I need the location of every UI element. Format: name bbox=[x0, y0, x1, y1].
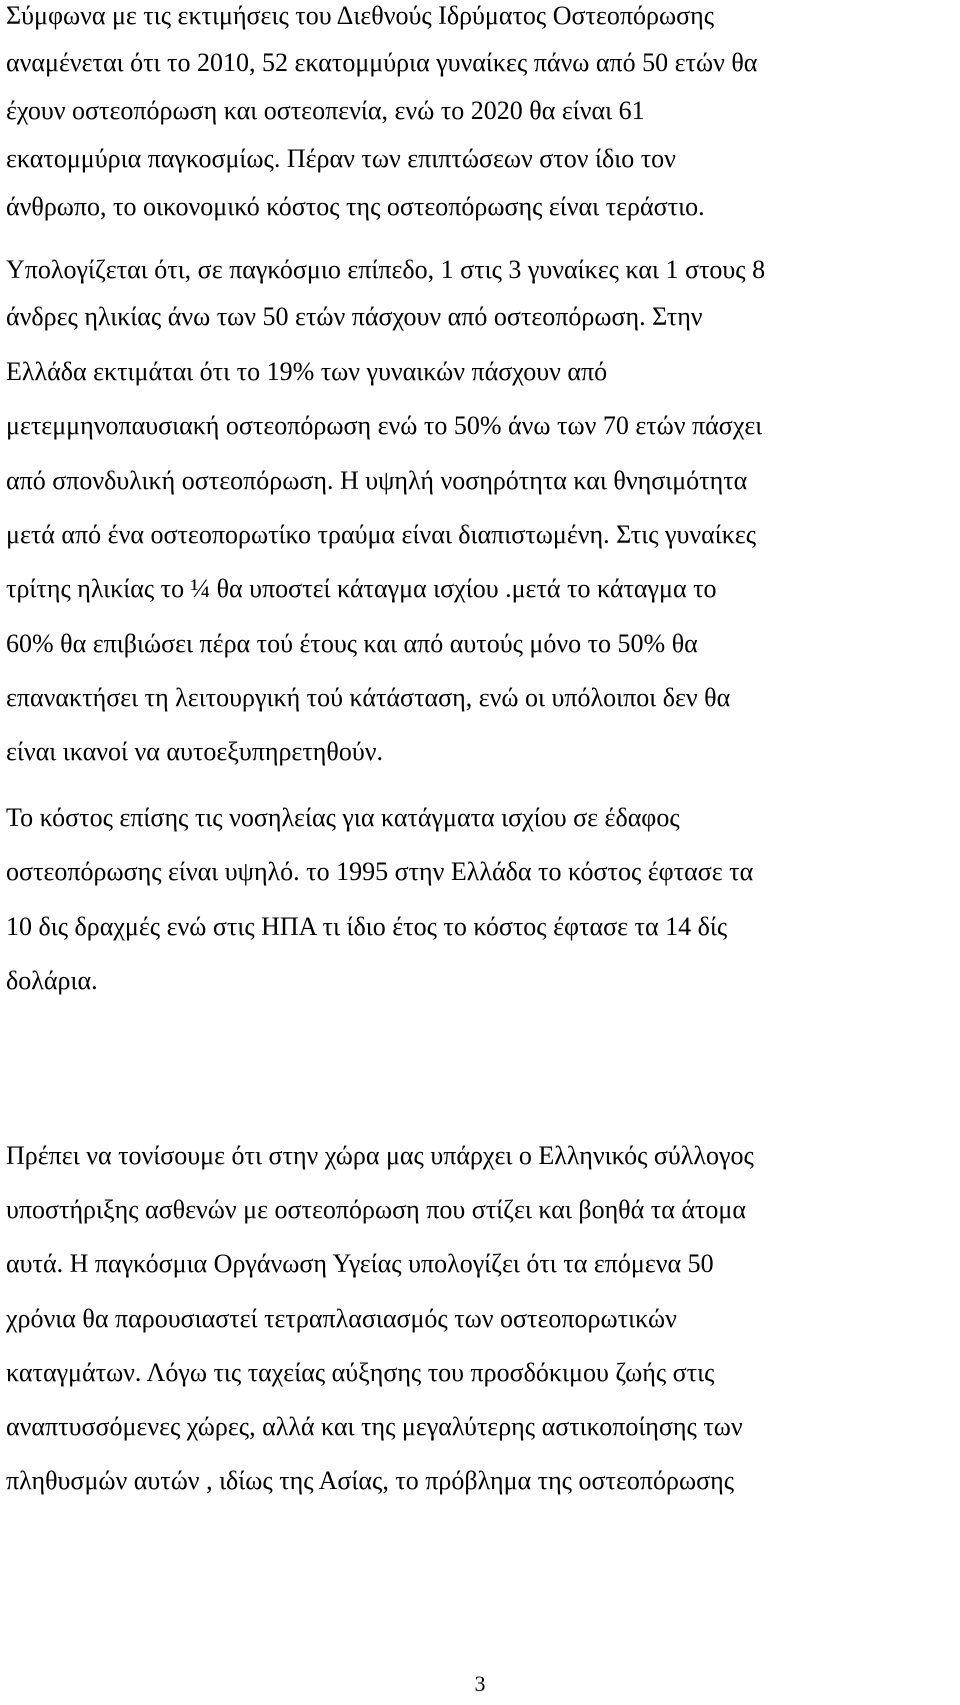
text-line: έχουν οστεοπόρωση και οστεοπενία, ενώ το 2020 θα είναι 61 bbox=[6, 96, 645, 125]
text-line: 60% θα επιβιώσει πέρα τού έτους και από αυτούς μόνο το 50% θα bbox=[6, 629, 698, 658]
text-line: αναπτυσσόμενες χώρες, αλλά και της μεγαλύτερης αστικοποίησης των bbox=[6, 1412, 743, 1441]
text-line: είναι ικανοί να αυτοεξυπηρετηθούν. bbox=[6, 737, 383, 766]
text-line: αυτά. Η παγκόσμια Οργάνωση Υγείας υπολογίζει ότι τα επόμενα 50 bbox=[6, 1249, 714, 1278]
text-line: επανακτήσει τη λειτουργική τού κάτάσταση, ενώ οι υπόλοιποι δεν θα bbox=[6, 683, 731, 712]
page-number: 3 bbox=[474, 1671, 486, 1696]
text-line: καταγμάτων. Λόγω τις ταχείας αύξησης του προσδόκιμου ζωής στις bbox=[6, 1358, 715, 1387]
text-line: υποστήριξης ασθενών με οστεοπόρωση που στίζει και βοηθά τα άτομα bbox=[6, 1195, 746, 1224]
text-line: εκατομμύρια παγκοσμίως. Πέραν των επιπτώσεων στον ίδιο τον bbox=[6, 144, 676, 173]
text-line: μετά από ένα οστεοπορωτίκο τραύμα είναι διαπιστωμένη. Στις γυναίκες bbox=[6, 520, 757, 549]
text-line: μετεμμηνοπαυσιακή οστεοπόρωση ενώ το 50% άνω των 70 ετών πάσχει bbox=[6, 411, 763, 440]
text-line: Υπολογίζεται ότι, σε παγκόσμιο επίπεδο, 1 στις 3 γυναίκες και 1 στους 8 bbox=[6, 255, 766, 284]
text-line: οστεοπόρωσης είναι υψηλό. το 1995 στην Ελλάδα το κόστος έφτασε τα bbox=[6, 857, 754, 886]
text-line: πληθυσμών αυτών , ιδίως της Ασίας, το πρόβλημα της οστεοπόρωσης bbox=[6, 1466, 734, 1495]
text-line: Πρέπει να τονίσουμε ότι στην χώρα μας υπάρχει ο Ελληνικός σύλλογος bbox=[6, 1141, 754, 1170]
text-line: άνθρωπο, το οικονομικό κόστος της οστεοπόρωσης είναι τεράστιο. bbox=[6, 192, 705, 221]
text-line: 10 δις δραχμές ενώ στις ΗΠΑ τι ίδιο έτος το κόστος έφτασε τα 14 δίς bbox=[6, 912, 728, 941]
text-line: τρίτης ηλικίας το ¼ θα υποστεί κάταγμα ισχίου .μετά το κάταγμα το bbox=[6, 574, 717, 603]
text-line: χρόνια θα παρουσιαστεί τετραπλασιασμός των οστεοπορωτικών bbox=[6, 1304, 677, 1333]
text-line: Σύμφωνα με τις εκτιμήσεις του Διεθνούς Ιδρύματος Οστεοπόρωσης bbox=[6, 1, 715, 30]
text-line: άνδρες ηλικίας άνω των 50 ετών πάσχουν από οστεοπόρωση. Στην bbox=[6, 302, 703, 331]
text-line: αναμένεται ότι το 2010, 52 εκατομμύρια γυναίκες πάνω από 50 ετών θα bbox=[6, 48, 758, 77]
text-line: Ελλάδα εκτιμάται ότι το 19% των γυναικών πάσχουν από bbox=[6, 357, 608, 386]
text-line: από σπονδυλική οστεοπόρωση. Η υψηλή νοσηρότητα και θνησιμότητα bbox=[6, 466, 748, 495]
text-line: Το κόστος επίσης τις νοσηλείας για κατάγματα ισχίου σε έδαφος bbox=[6, 803, 680, 832]
text-line: δολάρια. bbox=[6, 966, 98, 995]
